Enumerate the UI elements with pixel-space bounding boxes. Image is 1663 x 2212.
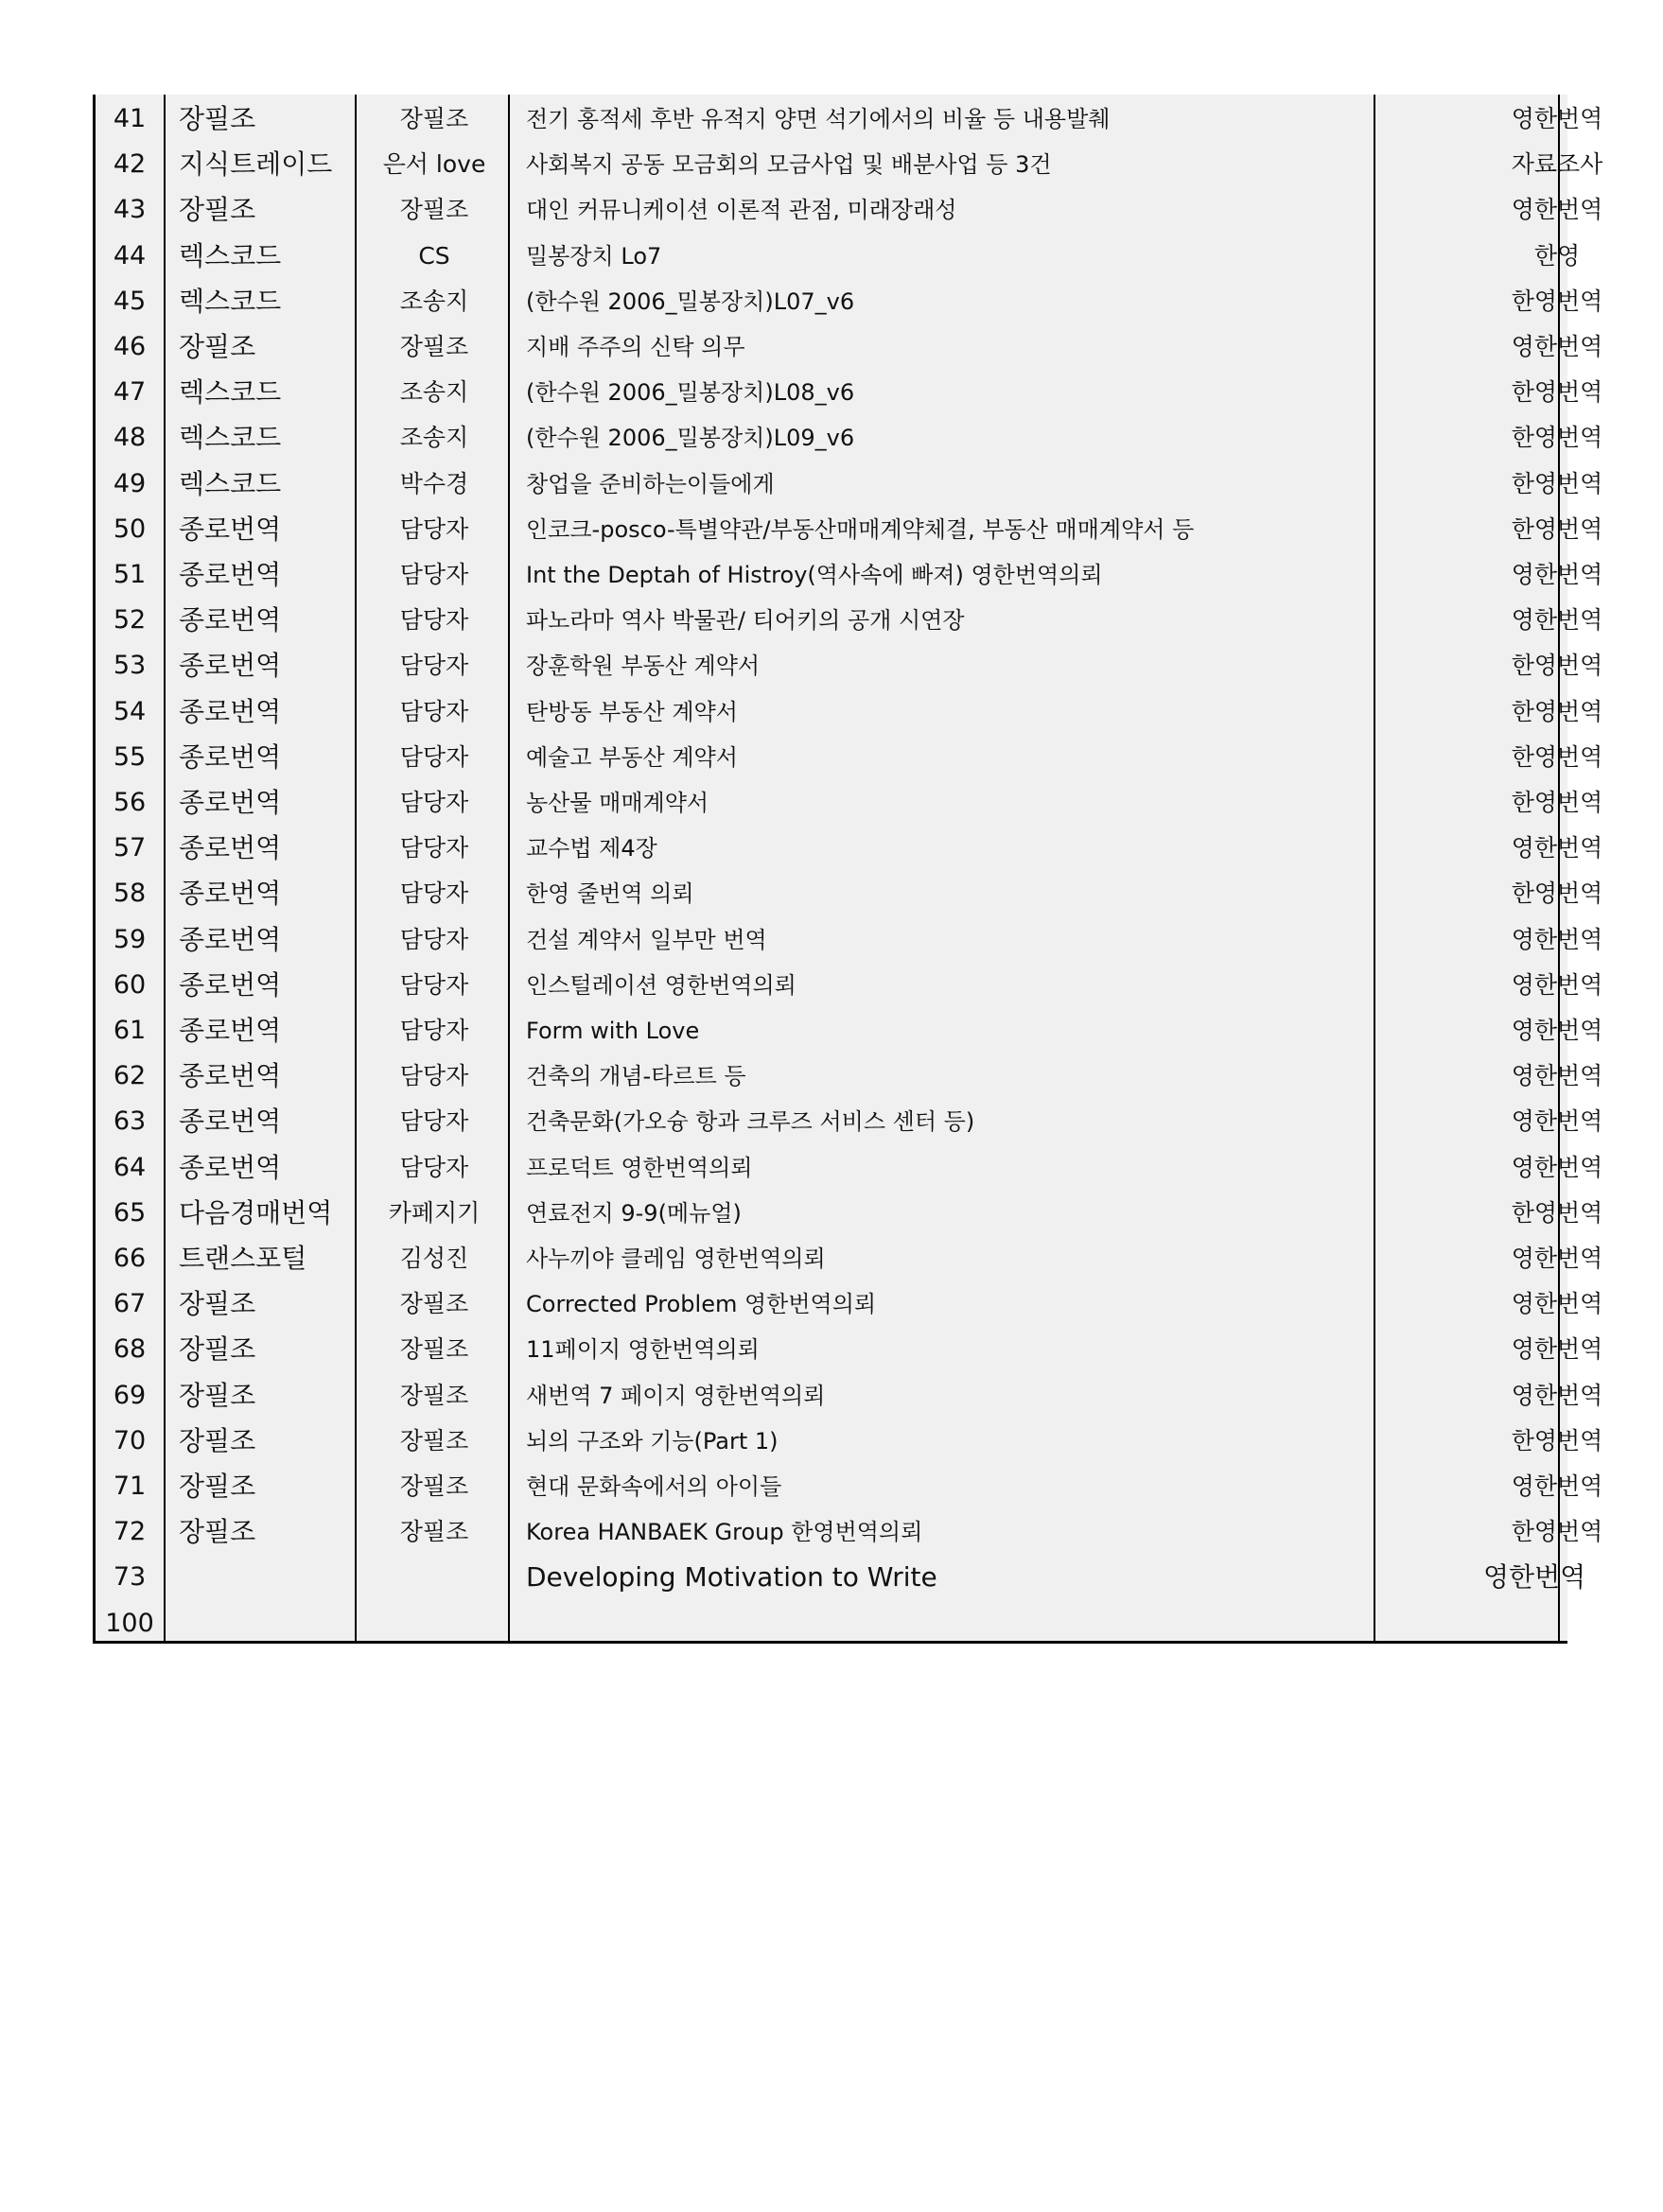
row-number: 54 [113, 696, 147, 726]
company-cell: 렉스코드 [179, 376, 282, 409]
type-cell: 영한번역 [1511, 105, 1603, 132]
row-number: 46 [113, 332, 147, 361]
type-cell: 한영번역 [1511, 378, 1603, 407]
title-cell: 농산물 매매계약서 [526, 790, 709, 816]
row-number: 57 [113, 833, 147, 863]
manager-cell: 장필조 [399, 1335, 469, 1364]
company-cell: 장필조 [179, 103, 256, 134]
type-cell: 영한번역 [1511, 1381, 1603, 1409]
row-number: 65 [113, 1197, 147, 1228]
manager-cell: CS [418, 241, 450, 270]
company-cell [179, 1555, 368, 1600]
type-cell: 영한번역 [1511, 1153, 1603, 1181]
type-cell: 한영번역 [1511, 652, 1603, 680]
type-cell: 한영번역 [1511, 880, 1603, 908]
row-number: 67 [113, 1289, 147, 1319]
table-row [96, 1099, 1603, 1144]
row-number: 73 [113, 1562, 147, 1593]
type-cell: 영한번역 [1511, 1335, 1603, 1364]
company-cell: 종로번역 [179, 604, 282, 636]
row-number: 47 [113, 377, 147, 408]
manager-cell: 장필조 [399, 1290, 469, 1318]
title-cell: (한수원 2006_밀봉장치)L08_v6 [526, 379, 855, 407]
title-cell: 뇌의 구조와 기능(Part 1) [526, 1427, 779, 1454]
company-cell: 종로번역 [179, 923, 282, 955]
row-number: 45 [113, 286, 147, 316]
title-cell: 예술고 부동산 계약서 [526, 743, 738, 771]
manager-cell: 담당자 [399, 1153, 469, 1181]
row-number: 69 [113, 1380, 147, 1410]
title-cell [526, 1601, 1462, 1646]
title-cell: 지배 주주의 신탁 의무 [526, 334, 745, 360]
type-cell: 한영번역 [1511, 789, 1603, 816]
title-cell: Korea HANBAEK Group 한영번역의뢰 [526, 1519, 923, 1546]
table-row [96, 598, 1603, 643]
table-row [96, 917, 1603, 963]
type-cell: 영한번역 [1483, 1561, 1586, 1594]
company-cell: 장필조 [179, 1288, 256, 1320]
table-row [96, 462, 1603, 507]
row-number: 100 [105, 1608, 154, 1638]
type-cell: 영한번역 [1511, 1107, 1603, 1136]
manager-cell: 담당자 [399, 742, 469, 771]
table-row [96, 735, 1603, 780]
company-cell: 렉스코드 [179, 239, 282, 271]
table-row [96, 689, 1603, 735]
company-cell: 렉스코드 [179, 422, 282, 454]
row-number: 50 [113, 514, 147, 544]
type-cell: 한영번역 [1511, 1198, 1603, 1227]
title-cell: 교수법 제4장 [526, 835, 657, 862]
title-cell: 인스털레이션 영한번역의뢰 [526, 971, 796, 999]
row-number: 59 [113, 924, 147, 954]
manager-cell: 담당자 [399, 514, 469, 543]
title-cell: 건축문화(가오슝 항과 크루즈 서비스 센터 등) [526, 1108, 975, 1136]
row-number: 41 [113, 104, 147, 133]
title-cell: 장훈학원 부동산 계약서 [526, 653, 761, 680]
manager-cell: 장필조 [399, 1426, 469, 1454]
company-cell: 지식트레이드 [179, 148, 333, 181]
manager-cell: 담당자 [399, 652, 469, 680]
type-cell: 한영번역 [1511, 287, 1603, 315]
table-row [96, 963, 1603, 1008]
row-number: 51 [113, 560, 147, 589]
table-row [96, 507, 1603, 552]
translation-record-table [93, 95, 1603, 1644]
company-cell: 장필조 [179, 1516, 256, 1548]
company-cell: 장필조 [179, 1333, 256, 1366]
table-row [96, 871, 1603, 916]
table-row [96, 142, 1603, 187]
row-number: 49 [113, 468, 147, 498]
type-cell: 영한번역 [1511, 970, 1603, 999]
company-cell: 종로번역 [179, 650, 282, 682]
title-cell: Form with Love [526, 1018, 700, 1044]
manager-cell: 조송지 [399, 287, 469, 315]
row-number: 64 [113, 1152, 147, 1182]
company-cell: 종로번역 [179, 740, 282, 773]
type-cell: 영한번역 [1511, 1062, 1603, 1090]
type-cell: 한영 [1533, 241, 1581, 270]
table-row [96, 96, 1603, 142]
table-row [96, 1601, 1567, 1646]
table-row [96, 1327, 1603, 1372]
row-number: 71 [113, 1472, 147, 1501]
title-cell: 연료전지 9-9(메뉴얼) [526, 1199, 742, 1227]
title-cell: 건설 계약서 일부만 번역 [526, 926, 767, 953]
type-cell: 영한번역 [1511, 196, 1603, 224]
company-cell: 렉스코드 [179, 285, 282, 317]
title-cell: 탄방동 부동산 계약서 [526, 698, 738, 725]
table-row [96, 1464, 1603, 1509]
title-cell: 프로덕트 영한번역의뢰 [526, 1154, 753, 1181]
row-number: 52 [113, 605, 147, 636]
row-number: 72 [113, 1517, 147, 1547]
manager-cell: 장필조 [399, 105, 469, 132]
company-cell: 장필조 [179, 194, 256, 226]
row-number: 66 [113, 1244, 147, 1273]
type-cell: 영한번역 [1511, 1245, 1603, 1272]
title-cell: Int the Deptah of Histroy(역사속에 빠져) 영한번역의뢰 [526, 562, 1103, 588]
type-cell: 한영번역 [1511, 697, 1603, 725]
manager-cell: 장필조 [399, 1472, 469, 1500]
manager-cell: 담당자 [399, 1107, 469, 1136]
title-cell: 밀봉장치 Lo7 [526, 242, 662, 270]
type-cell: 영한번역 [1511, 333, 1603, 360]
row-number: 61 [113, 1016, 147, 1045]
company-cell: 종로번역 [179, 832, 282, 864]
title-cell: 전기 홍적세 후반 유적지 양면 석기에서의 비율 등 내용발췌 [526, 106, 1111, 132]
row-number: 58 [113, 879, 147, 909]
manager-cell: 장필조 [399, 333, 469, 360]
manager-cell: 장필조 [399, 1518, 469, 1546]
table-row [96, 1008, 1603, 1054]
title-cell: (한수원 2006_밀봉장치)L07_v6 [526, 287, 855, 315]
row-number: 56 [113, 788, 147, 817]
company-cell: 종로번역 [179, 787, 282, 818]
manager-cell: 담당자 [399, 1062, 469, 1090]
manager-cell [359, 1601, 510, 1646]
title-cell: 한영 줄번역 의뢰 [526, 880, 694, 908]
type-cell: 자료조사 [1511, 150, 1603, 179]
company-cell: 종로번역 [179, 695, 282, 727]
row-number: 60 [113, 969, 147, 1000]
row-number: 53 [113, 651, 147, 681]
row-number: 55 [113, 741, 147, 772]
table-row [96, 1145, 1603, 1191]
type-cell: 한영번역 [1511, 514, 1603, 543]
row-number: 44 [113, 240, 147, 270]
company-cell: 장필조 [179, 1471, 256, 1502]
manager-cell: 조송지 [399, 424, 469, 452]
type-cell: 영한번역 [1511, 1472, 1603, 1500]
table-row [96, 279, 1603, 324]
row-number: 70 [113, 1425, 147, 1455]
type-cell: 영한번역 [1511, 1017, 1603, 1044]
title-cell: Corrected Problem 영한번역의뢰 [526, 1291, 877, 1318]
table-row [96, 643, 1603, 688]
manager-cell: 카페지기 [388, 1198, 481, 1227]
manager-cell: 담당자 [399, 697, 469, 725]
company-cell: 다음경매번역 [179, 1196, 333, 1228]
title-cell: 사회복지 공동 모금회의 모금사업 및 배분사업 등 3건 [526, 151, 1052, 179]
table-row [96, 780, 1603, 826]
row-number: 68 [113, 1334, 147, 1365]
title-cell: 건축의 개념-타르트 등 [526, 1063, 746, 1090]
table-row [96, 1419, 1603, 1464]
manager-cell: 담당자 [399, 561, 469, 588]
type-cell: 한영번역 [1511, 742, 1603, 771]
company-cell: 트랜스포털 [179, 1243, 307, 1274]
title-cell: Developing Motivation to Write [526, 1561, 937, 1594]
title-cell: 인코크-posco-특별약관/부동산매매계약체결, 부동산 매매계약서 등 [526, 515, 1195, 543]
title-cell: 창업을 준비하는이들에게 [526, 470, 775, 497]
company-cell: 장필조 [179, 1379, 256, 1411]
table-row [96, 1373, 1603, 1419]
type-cell: 한영번역 [1511, 1518, 1603, 1546]
company-cell: 종로번역 [179, 559, 282, 590]
row-number: 48 [113, 423, 147, 453]
table-row [96, 234, 1581, 279]
manager-cell: 장필조 [399, 196, 469, 224]
manager-cell: 담당자 [399, 970, 469, 999]
type-cell: 영한번역 [1511, 925, 1603, 953]
table-row [96, 415, 1603, 461]
table-row [96, 1236, 1603, 1281]
type-cell: 영한번역 [1511, 1290, 1603, 1318]
row-number: 62 [113, 1061, 147, 1091]
manager-cell: 담당자 [399, 925, 469, 953]
manager-cell: 담당자 [399, 789, 469, 816]
table-row [96, 1191, 1603, 1236]
manager-cell: 조송지 [399, 378, 469, 407]
table-row [96, 826, 1603, 871]
table-row [96, 1054, 1603, 1099]
type-cell: 한영번역 [1511, 424, 1603, 452]
type-cell [1467, 1601, 1663, 1646]
company-cell: 장필조 [179, 1424, 256, 1456]
type-cell: 영한번역 [1511, 561, 1603, 588]
company-cell: 장필조 [179, 331, 256, 362]
type-cell: 영한번역 [1511, 834, 1603, 862]
title-cell: 11페이지 영한번역의뢰 [526, 1336, 760, 1364]
title-cell: 파노라마 역사 박물관/ 티어키의 공개 시연장 [526, 607, 965, 635]
manager-cell: 담당자 [399, 834, 469, 862]
row-number: 42 [113, 149, 147, 180]
manager-cell [359, 1555, 510, 1600]
company-cell: 종로번역 [179, 1060, 282, 1092]
row-number: 63 [113, 1106, 147, 1137]
manager-cell: 장필조 [399, 1381, 469, 1409]
company-cell: 종로번역 [179, 1106, 282, 1138]
table-row [96, 370, 1603, 415]
company-cell: 종로번역 [179, 1151, 282, 1183]
manager-cell: 은서 love [382, 150, 486, 179]
title-cell: (한수원 2006_밀봉장치)L09_v6 [526, 425, 855, 452]
title-cell: 현대 문화속에서의 아이들 [526, 1473, 782, 1500]
title-cell: 대인 커뮤니케이션 이론적 관점, 미래장래성 [526, 197, 957, 224]
manager-cell: 박수경 [399, 469, 469, 497]
table-row [96, 1509, 1603, 1555]
company-cell: 종로번역 [179, 513, 282, 545]
manager-cell: 김성진 [399, 1245, 469, 1272]
table-row [96, 1555, 1586, 1600]
company-cell: 렉스코드 [179, 467, 282, 499]
company-cell: 종로번역 [179, 968, 282, 1001]
row-number: 43 [113, 195, 147, 225]
title-cell: 새번역 7 페이지 영한번역의뢰 [526, 1382, 826, 1409]
table-row [96, 187, 1603, 233]
table-row [96, 552, 1603, 598]
manager-cell: 담당자 [399, 1017, 469, 1044]
table-row [96, 1281, 1603, 1327]
type-cell: 한영번역 [1511, 1426, 1603, 1454]
table-row [96, 324, 1603, 370]
company-cell: 종로번역 [179, 878, 282, 910]
title-cell: 사누끼야 클레임 영한번역의뢰 [526, 1245, 826, 1272]
company-cell [179, 1601, 368, 1646]
manager-cell: 담당자 [399, 606, 469, 635]
type-cell: 한영번역 [1511, 469, 1603, 497]
company-cell: 종로번역 [179, 1015, 282, 1046]
manager-cell: 담당자 [399, 880, 469, 908]
type-cell: 영한번역 [1511, 606, 1603, 635]
